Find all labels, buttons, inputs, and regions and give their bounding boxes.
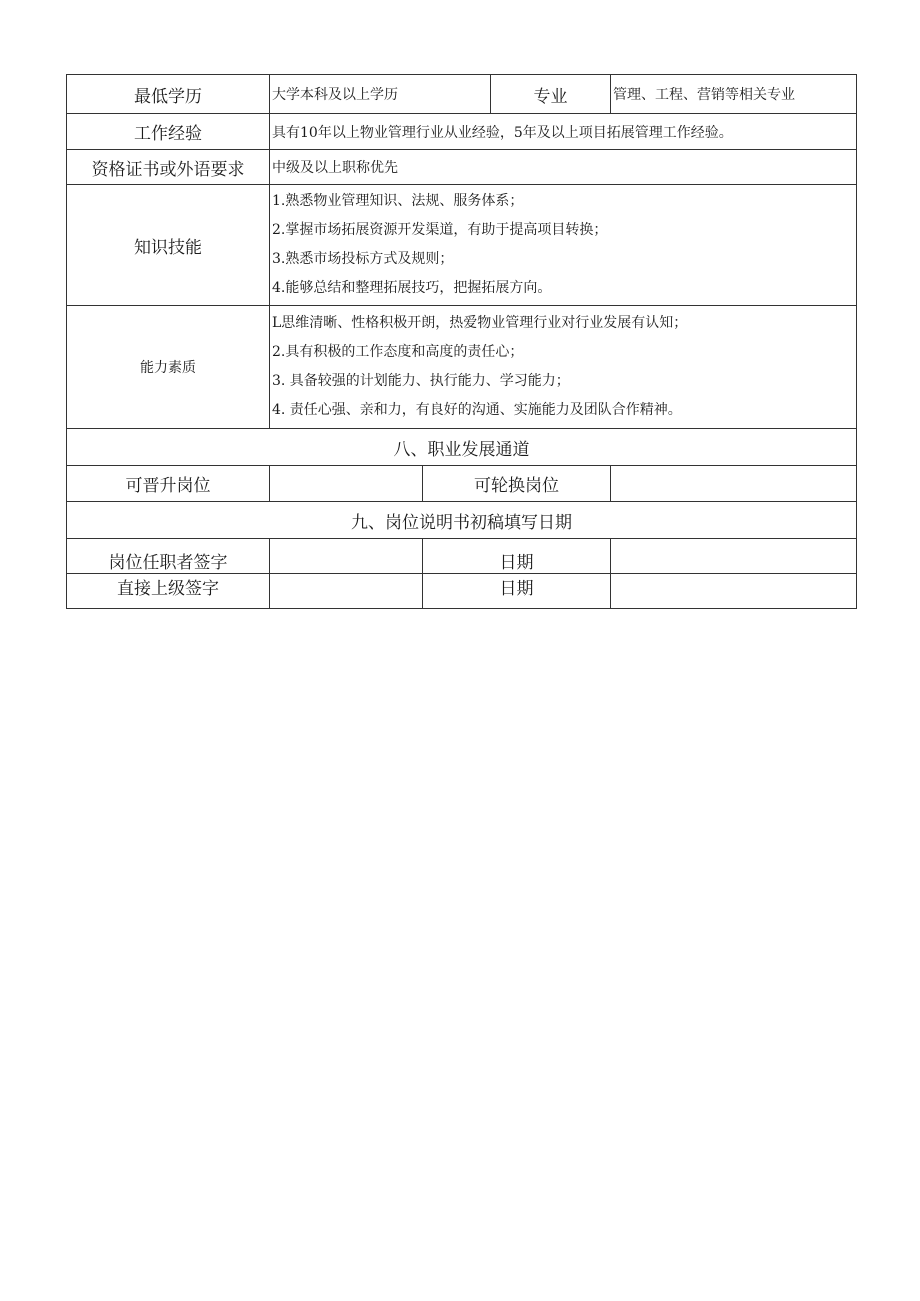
ability-item: L思维清晰、性格积极开朗，热爱物业管理行业对行业发展有认知；	[272, 315, 688, 331]
holder-sign-row	[67, 539, 857, 574]
certificate-label: 资格证书或外语要求	[67, 150, 270, 185]
holder-date-value	[611, 539, 857, 574]
certificate-value: 中级及以上职称优先	[270, 150, 857, 185]
rotate-value	[611, 466, 857, 502]
career-section-title: 八、职业发展通道	[67, 429, 857, 466]
knowledge-row	[67, 185, 857, 306]
ability-label: 能力素质	[67, 306, 270, 429]
supervisor-date-value	[611, 574, 857, 609]
job-requirements-table	[66, 74, 857, 609]
knowledge-item: 3.熟悉市场投标方式及规则；	[272, 251, 454, 267]
holder-sign-value	[270, 539, 423, 574]
career-row	[67, 466, 857, 502]
knowledge-label: 知识技能	[67, 185, 270, 306]
major-value: 管理、工程、营销等相关专业	[611, 75, 857, 114]
ability-row	[67, 306, 857, 429]
knowledge-item: 4.能够总结和整理拓展技巧，把握拓展方向。	[272, 280, 552, 296]
education-row	[67, 75, 857, 114]
career-section-row	[67, 429, 857, 466]
ability-item: 4. 责任心强、亲和力，有良好的沟通、实施能力及团队合作精神。	[272, 402, 682, 418]
knowledge-list	[270, 185, 857, 306]
ability-item: 2.具有积极的工作态度和高度的责任心；	[272, 344, 524, 360]
supervisor-sign-value	[270, 574, 423, 609]
ability-item: 3. 具备较强的计划能力、执行能力、学习能力；	[272, 373, 570, 389]
education-value: 大学本科及以上学历	[270, 75, 491, 114]
supervisor-sign-row	[67, 574, 857, 609]
experience-value: 具有10年以上物业管理行业从业经验，5年及以上项目拓展管理工作经验。	[270, 114, 857, 150]
rotate-label: 可轮换岗位	[423, 466, 611, 502]
holder-sign-label: 岗位任职者签字	[67, 539, 270, 574]
knowledge-item: 2.掌握市场拓展资源开发渠道，有助于提高项目转换；	[272, 222, 608, 238]
dates-section-row	[67, 502, 857, 539]
education-label: 最低学历	[67, 75, 270, 114]
ability-list	[270, 306, 857, 429]
promote-label: 可晋升岗位	[67, 466, 270, 502]
holder-date-label: 日期	[423, 539, 611, 574]
experience-row	[67, 114, 857, 150]
supervisor-date-label: 日期	[423, 574, 611, 609]
experience-label: 工作经验	[67, 114, 270, 150]
supervisor-sign-label: 直接上级签字	[67, 574, 270, 609]
job-description-page	[66, 74, 856, 609]
major-label: 专业	[491, 75, 611, 114]
knowledge-item: 1.熟悉物业管理知识、法规、服务体系；	[272, 193, 524, 209]
certificate-row	[67, 150, 857, 185]
dates-section-title: 九、岗位说明书初稿填写日期	[67, 502, 857, 539]
promote-value	[270, 466, 423, 502]
